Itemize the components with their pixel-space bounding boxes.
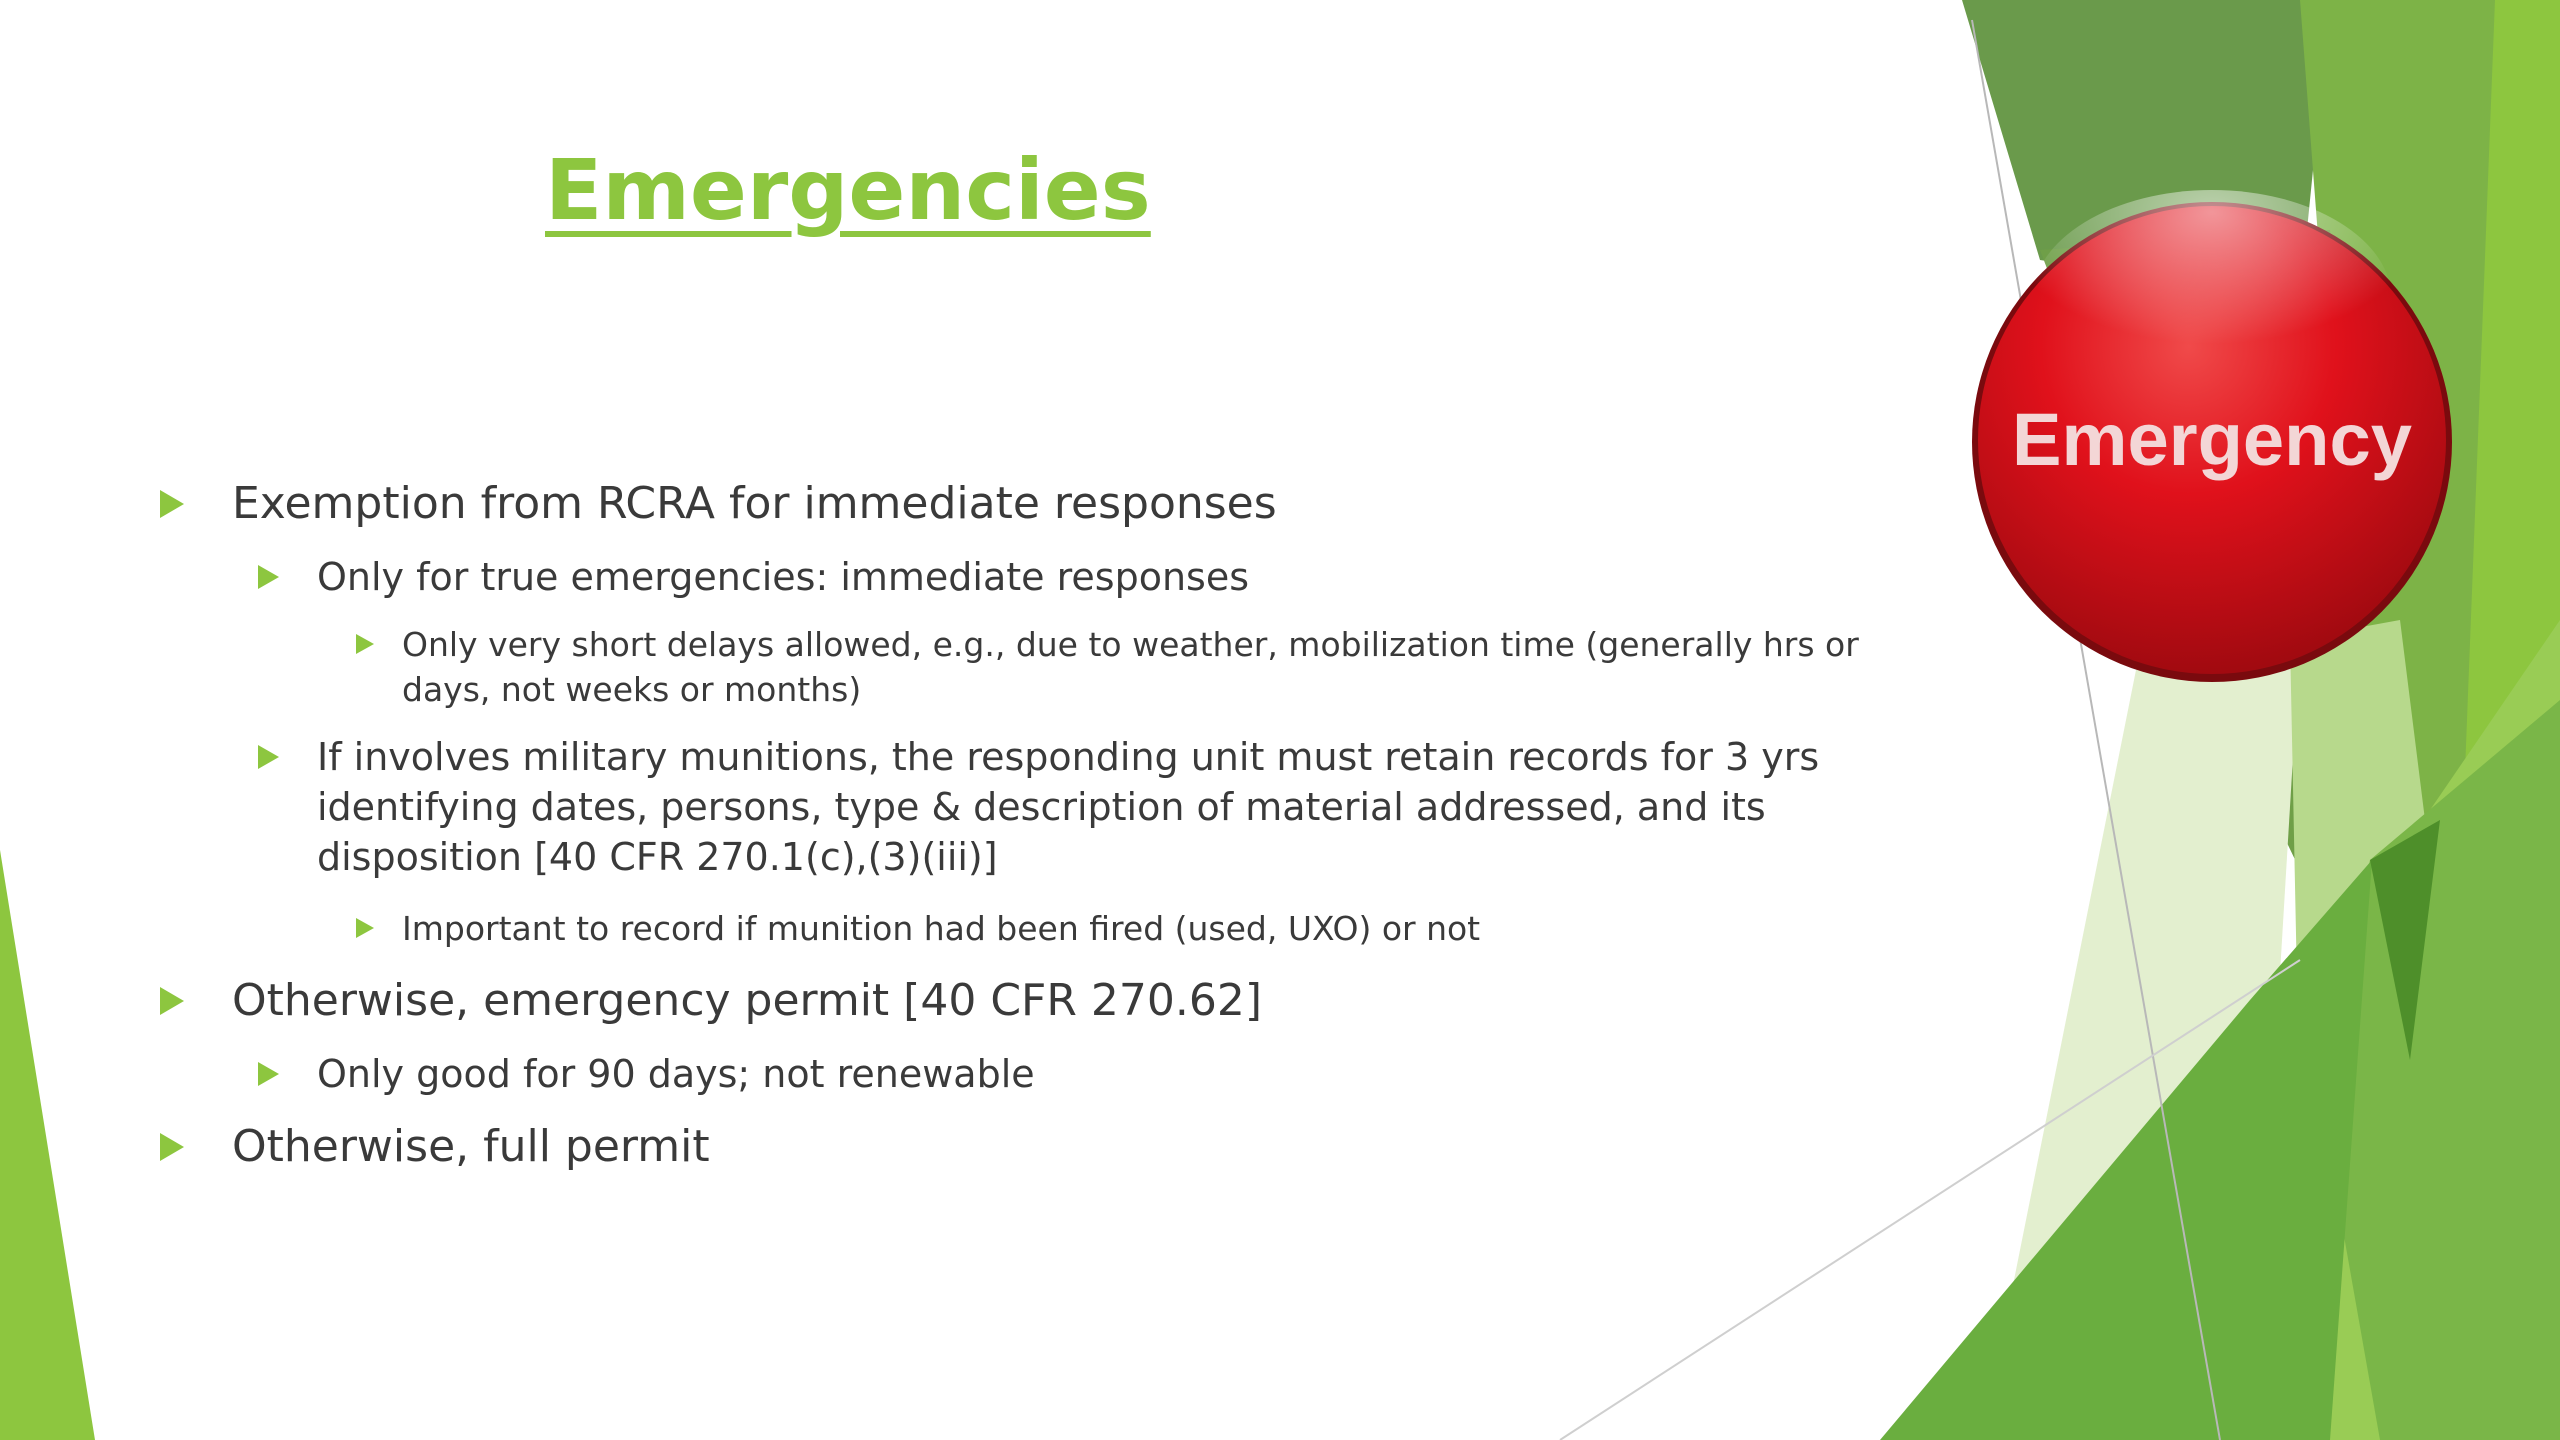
facet-left-sliver xyxy=(0,850,95,1440)
bullet-item-level-2 xyxy=(160,732,1920,882)
bullet-item-level-2 xyxy=(160,1049,1920,1099)
bullet-text: Otherwise, emergency permit [40 CFR 270.62] xyxy=(232,975,1263,1026)
bullet-triangle-icon xyxy=(356,634,374,654)
bullet-triangle-icon xyxy=(258,565,279,589)
bullet-text: Exemption from RCRA for immediate responses xyxy=(232,478,1277,529)
bullet-text: If involves military munitions, the responding unit must retain records for 3 yrs identifying dates, persons, type & description of material addressed, and its disposition [40 CFR 270.1(c),(3)(iii)] xyxy=(317,735,1820,879)
bullet-triangle-icon xyxy=(258,1062,279,1086)
bullet-item-level-3 xyxy=(160,906,1920,951)
bullet-triangle-icon xyxy=(258,745,279,769)
bullet-triangle-icon xyxy=(356,918,374,938)
bullet-triangle-icon xyxy=(160,987,184,1015)
emergency-button xyxy=(1972,190,2452,682)
bullet-item-level-1 xyxy=(160,478,1920,530)
bullet-item-level-3 xyxy=(160,622,1920,712)
bullet-text: Otherwise, full permit xyxy=(232,1121,710,1172)
slide-title: Emergencies xyxy=(545,141,1151,239)
bullet-list xyxy=(160,458,1920,1173)
bullet-text: Only good for 90 days; not renewable xyxy=(317,1052,1035,1096)
bullet-item-level-2 xyxy=(160,552,1920,602)
bullet-text: Important to record if munition had been fired (used, UXO) or not xyxy=(402,909,1481,948)
emergency-button-label: Emergency xyxy=(2012,398,2412,481)
bullet-triangle-icon xyxy=(160,1133,184,1161)
bullet-text: Only very short delays allowed, e.g., due to weather, mobilization time (generally hrs or days, not weeks or months) xyxy=(402,625,1859,709)
emergency-button-shine xyxy=(2032,190,2392,410)
bullet-text: Only for true emergencies: immediate responses xyxy=(317,555,1250,599)
bullet-triangle-icon xyxy=(160,490,184,518)
bullet-item-level-1 xyxy=(160,1121,1920,1173)
bullet-item-level-1 xyxy=(160,975,1920,1027)
